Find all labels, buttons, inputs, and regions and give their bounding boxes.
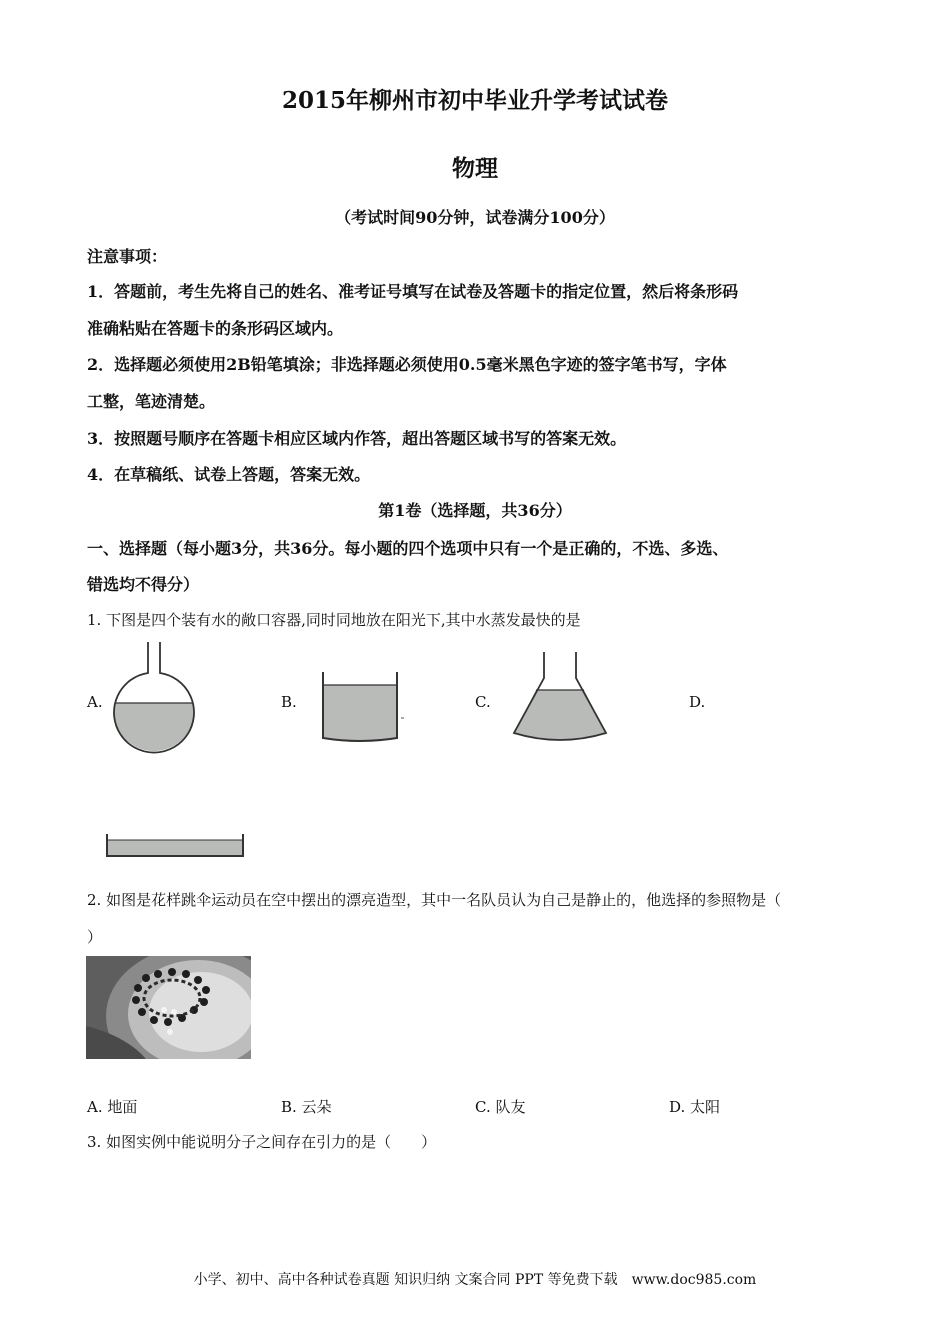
q2-option-d: D. 太阳	[669, 1098, 721, 1116]
question-2-text-cont: ）	[87, 928, 103, 946]
round-flask-figure	[104, 640, 204, 752]
q1-option-b-label: B.	[281, 693, 297, 711]
q2-option-a: A. 地面	[87, 1098, 138, 1116]
q2-option-c: C. 队友	[475, 1098, 526, 1116]
conical-flask-figure	[510, 650, 610, 746]
section-heading: 一、选择题（每小题3分，共36分。每小题的四个选项中只有一个是正确的，不选、多选、	[87, 539, 729, 558]
instruction-line: 1．答题前，考生先将自己的姓名、准考证号填写在试卷及答题卡的指定位置，然后将条形码	[87, 282, 739, 301]
exam-title: 2015年柳州市初中毕业升学考试试卷	[281, 87, 668, 114]
subject-title: 物理	[452, 155, 498, 182]
q1-option-d-label: D.	[689, 693, 706, 711]
section-heading: 错选均不得分）	[87, 575, 200, 594]
question-3-text: 3. 如图实例中能说明分子之间存在引力的是（ ）	[87, 1133, 437, 1151]
shallow-tray-figure	[104, 828, 246, 860]
instructions-heading: 注意事项：	[87, 247, 168, 266]
question-1-text: 1. 下图是四个装有水的敞口容器,同时同地放在阳光下,其中水蒸发最快的是	[87, 611, 581, 629]
question-2-text: 2. 如图是花样跳伞运动员在空中摆出的漂亮造型，其中一名队员认为自己是静止的，他选择的参照物是（	[87, 891, 782, 909]
instruction-line: 4．在草稿纸、试卷上答题，答案无效。	[87, 465, 371, 484]
q1-option-a-label: A.	[87, 693, 103, 711]
page-footer: 小学、初中、高中各种试卷真题 知识归纳 文案合同 PPT 等免费下载 www.doc985.com	[193, 1272, 757, 1288]
instruction-line: 3．按照题号顺序在答题卡相应区域内作答，超出答题区域书写的答案无效。	[87, 429, 627, 448]
instruction-line: 准确粘贴在答题卡的条形码区域内。	[87, 319, 344, 338]
instruction-line: 2．选择题必须使用2B铅笔填涂；非选择题必须使用0.5毫米黑色字迹的签字笔书写，字体	[87, 355, 727, 374]
q2-option-b: B. 云朵	[281, 1098, 332, 1116]
instruction-line: 工整，笔迹清楚。	[87, 392, 216, 411]
q1-option-c-label: C.	[475, 693, 491, 711]
section-title: 第1卷（选择题，共36分）	[378, 501, 572, 520]
exam-time-note: （考试时间90分钟，试卷满分100分）	[335, 208, 615, 227]
skydivers-photo	[86, 956, 251, 1059]
beaker-figure	[318, 670, 403, 750]
